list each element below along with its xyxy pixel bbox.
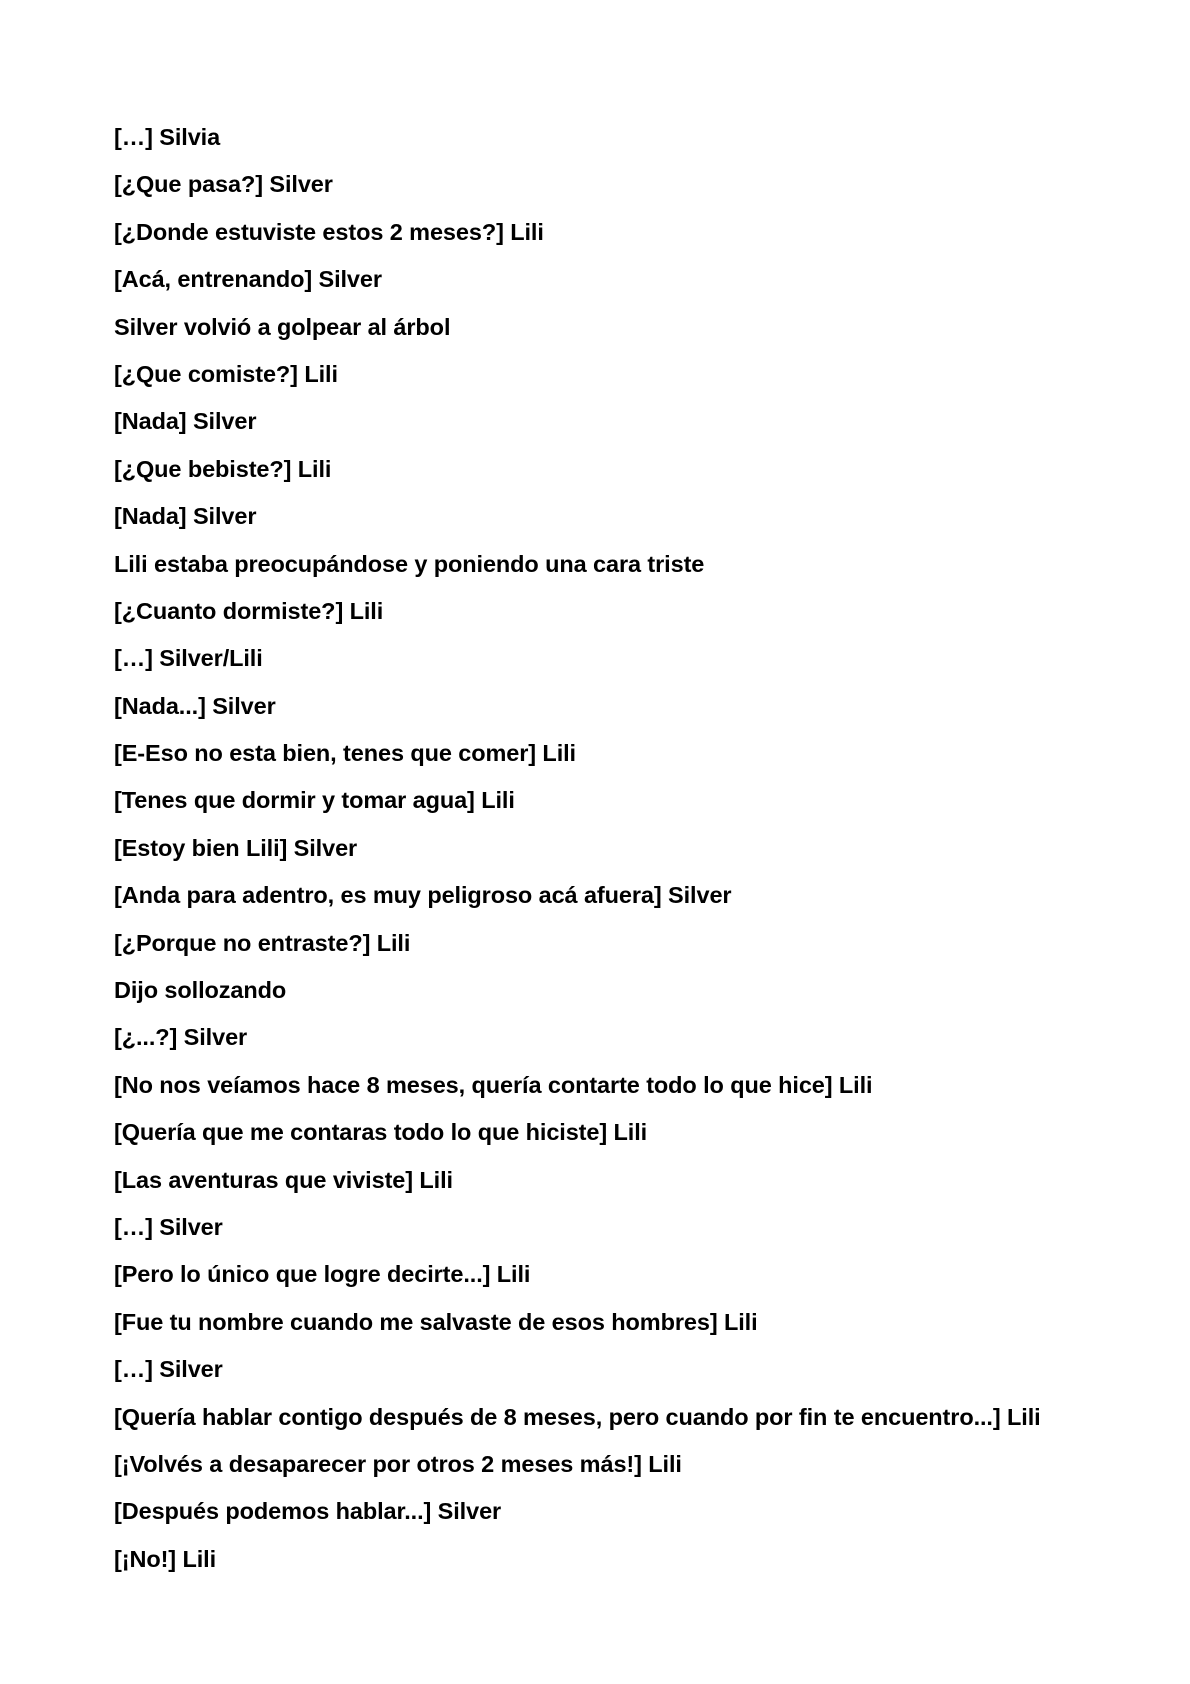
dialogue-line: [Nada] Silver (114, 408, 257, 435)
dialogue-line: [Fue tu nombre cuando me salvaste de esos hombres] Lili (114, 1308, 758, 1335)
dialogue-line: [Pero lo único que logre decirte...] Lili (114, 1261, 531, 1288)
dialogue-line: [Nada] Silver (114, 503, 257, 530)
dialogue-line: [Nada...] Silver (114, 692, 276, 719)
dialogue-line: [¿Porque no entraste?] Lili (114, 929, 411, 956)
dialogue-line: […] Silver (114, 1213, 223, 1240)
dialogue-line: [¡Volvés a desaparecer por otros 2 meses más!] Lili (114, 1450, 682, 1477)
dialogue-line: [¿Que pasa?] Silver (114, 171, 333, 198)
dialogue-line: [E-Eso no esta bien, tenes que comer] Lili (114, 740, 576, 767)
dialogue-lines (114, 114, 1041, 1583)
dialogue-line: [¿...?] Silver (114, 1024, 248, 1051)
dialogue-line: […] Silver (114, 1356, 223, 1383)
dialogue-line: [Estoy bien Lili] Silver (114, 834, 358, 861)
dialogue-line: [Acá, entrenando] Silver (114, 266, 382, 293)
dialogue-line: [Tenes que dormir y tomar agua] Lili (114, 787, 515, 814)
dialogue-line: [Quería que me contaras todo lo que hiciste] Lili (114, 1119, 648, 1146)
dialogue-line: [No nos veíamos hace 8 meses, quería contarte todo lo que hice] Lili (114, 1071, 873, 1098)
narration-line: Dijo sollozando (114, 977, 287, 1004)
dialogue-line: [¿Que comiste?] Lili (114, 360, 338, 387)
dialogue-line: [¿Donde estuviste estos 2 meses?] Lili (114, 218, 544, 245)
narration-line: Silver volvió a golpear al árbol (114, 313, 451, 340)
dialogue-line: [Después podemos hablar...] Silver (114, 1498, 502, 1525)
dialogue-line: [¿Que bebiste?] Lili (114, 455, 332, 482)
dialogue-line: [Quería hablar contigo después de 8 meses, pero cuando por fin te encuentro...] Lili (114, 1403, 1041, 1430)
dialogue-line: [Las aventuras que viviste] Lili (114, 1166, 453, 1193)
dialogue-line: […] Silver/Lili (114, 645, 263, 672)
dialogue-line: [Anda para adentro, es muy peligroso acá afuera] Silver (114, 882, 732, 909)
dialogue-line: […] Silvia (114, 124, 221, 150)
dialogue-line: [¿Cuanto dormiste?] Lili (114, 597, 384, 624)
narration-line: Lili estaba preocupándose y poniendo una cara triste (114, 550, 705, 577)
dialogue-line: [¡No!] Lili (114, 1545, 216, 1572)
